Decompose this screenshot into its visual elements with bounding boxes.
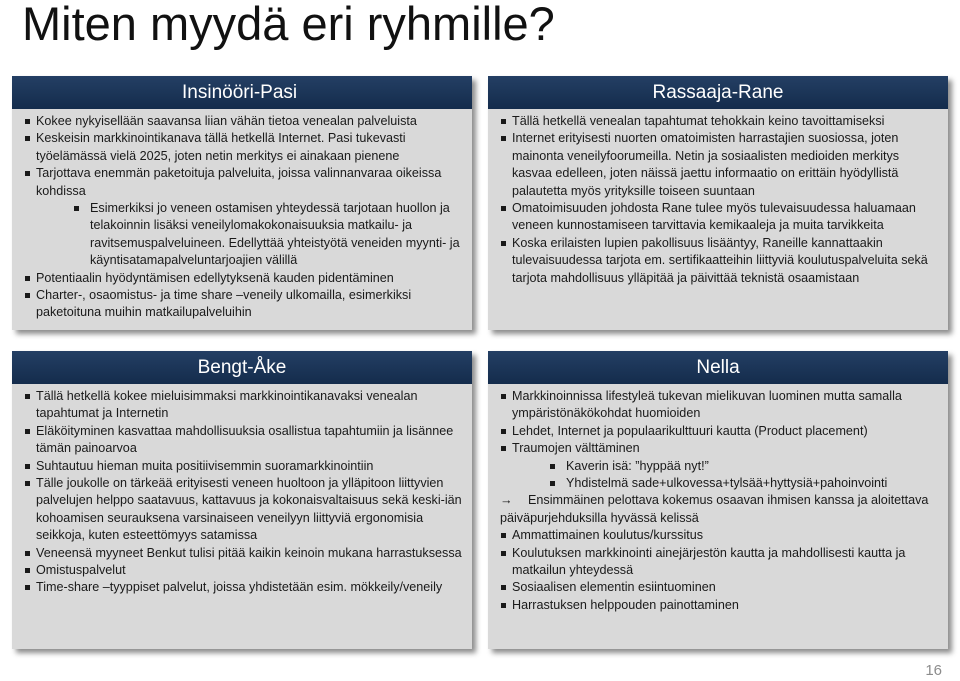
panel-heading: Rassaaja-Rane: [488, 76, 948, 109]
list-item: Kokee nykyisellään saavansa liian vähän tietoa venealan palveluista: [24, 113, 462, 130]
page-title: Miten myydä eri ryhmille?: [22, 0, 555, 50]
list-item: Koulutuksen markkinointi ainejärjestön kautta ja mahdollisesti kautta ja matkailun yhteydessä: [500, 545, 938, 580]
panel-heading: Bengt-Åke: [12, 351, 472, 384]
list-item-arrow: [500, 492, 938, 527]
bullet-list: [24, 113, 462, 322]
list-item: Internet erityisesti nuorten omatoimisten harrastajien suosiossa, joten mainonta veneilyfoorumeilla. Netin ja sosiaalisten medioiden merkitys kasvaa edelleen, joten näissä jaettu informaatio on erittäin hyödyllistä palautetta myös yrityksille toiseen suuntaan: [500, 130, 938, 200]
bullet-list: [24, 388, 462, 597]
list-item: Lehdet, Internet ja populaarikulttuuri kautta (Product placement): [500, 423, 938, 440]
list-item: Charter-, osaomistus- ja time share –veneily ulkomailla, esimerkiksi paketoituna muihin matkailupalveluihin: [24, 287, 462, 322]
list-item: Kaverin isä: ”hyppää nyt!”: [500, 458, 938, 475]
page-number: 16: [925, 662, 942, 679]
list-item: Omatoimisuuden johdosta Rane tulee myös tulevaisuudessa haluamaan veneen kunnostamiseen tarvittavia kemikaaleja ja muita tarvikkeita: [500, 200, 938, 235]
list-item: Keskeisin markkinointikanava tällä hetkellä Internet. Pasi tukevasti työelämässä vielä 2025, joten netin merkitys ei ainakaan pienene: [24, 130, 462, 165]
list-item: Esimerkiksi jo veneen ostamisen yhteydessä tarjotaan huollon ja telakoinnin lisäksi veneilylomakokonaisuuksia matkailu- ja ravitsemuspalveluineen. Edellyttää yhteistyötä veneiden myynti- ja käyntisatamapalveluntarjoajien välillä: [24, 200, 462, 270]
list-item: Suhtautuu hieman muita positiivisemmin suoramarkkinointiin: [24, 458, 462, 475]
bullet-list: [500, 388, 938, 614]
panel-heading: Insinööri-Pasi: [12, 76, 472, 109]
list-item: Tälle joukolle on tärkeää erityisesti veneen huoltoon ja ylläpitoon liittyvien palvelujen helppo saatavuus, kattavuus ja kokonaisvaltaisuus sekä keski-iän kohoamisen seurauksena varsinaiseen veneilyyn liittyviä ergonomisia seikkoja, kuten esteettömyys satamissa: [24, 475, 462, 545]
list-item: Time-share –tyyppiset palvelut, joissa yhdistetään esim. mökkeily/veneily: [24, 579, 462, 596]
list-item: Sosiaalisen elementin esiintuominen: [500, 579, 938, 596]
list-item: Harrastuksen helppouden painottaminen: [500, 597, 938, 614]
panel-bengt-ake: [12, 351, 472, 649]
list-item: Tällä hetkellä venealan tapahtumat tehokkain keino tavoittamiseksi: [500, 113, 938, 130]
list-item: Tällä hetkellä kokee mieluisimmaksi markkinointikanavaksi venealan tapahtumat ja Internetin: [24, 388, 462, 423]
list-item: Ammattimainen koulutus/kurssitus: [500, 527, 938, 544]
panel-nella: [488, 351, 948, 649]
list-item: Markkinoinnissa lifestyleä tukevan mielikuvan luominen mutta samalla ympäristönäkökohdat huomioiden: [500, 388, 938, 423]
list-item: Omistuspalvelut: [24, 562, 462, 579]
bullet-list: [500, 113, 938, 287]
list-item: Yhdistelmä sade+ulkovessa+tylsää+hyttysiä+pahoinvointi: [500, 475, 938, 492]
list-item: Traumojen välttäminen: [500, 440, 938, 457]
list-item: Veneensä myyneet Benkut tulisi pitää kaikin keinoin mukana harrastuksessa: [24, 545, 462, 562]
list-item: Potentiaalin hyödyntämisen edellytyksenä kauden pidentäminen: [24, 270, 462, 287]
list-item-text: Ensimmäinen pelottava kokemus osaavan ihmisen kanssa ja aloitettava päiväpurjehduksilla hyvässä kelissä: [500, 493, 929, 525]
panel-heading: Nella: [488, 351, 948, 384]
arrow-icon: →: [500, 493, 513, 508]
list-item: Tarjottava enemmän paketoituja palveluita, joissa valinnanvaraa oikeissa kohdissa: [24, 165, 462, 200]
list-item: Koska erilaisten lupien pakollisuus lisääntyy, Raneille kannattaakin tulevaisuudessa tarjota em. sertifikaatteihin liittyviä koulutuspalveluita sekä tarjota mahdollisuus ylläpitää ja päivittää teknistä osaamistaan: [500, 235, 938, 287]
panel-rassaaja-rane: [488, 76, 948, 330]
list-item: Eläköityminen kasvattaa mahdollisuuksia osallistua tapahtumiin ja lisännee tämän painoarvoa: [24, 423, 462, 458]
panel-insinoori-pasi: [12, 76, 472, 330]
